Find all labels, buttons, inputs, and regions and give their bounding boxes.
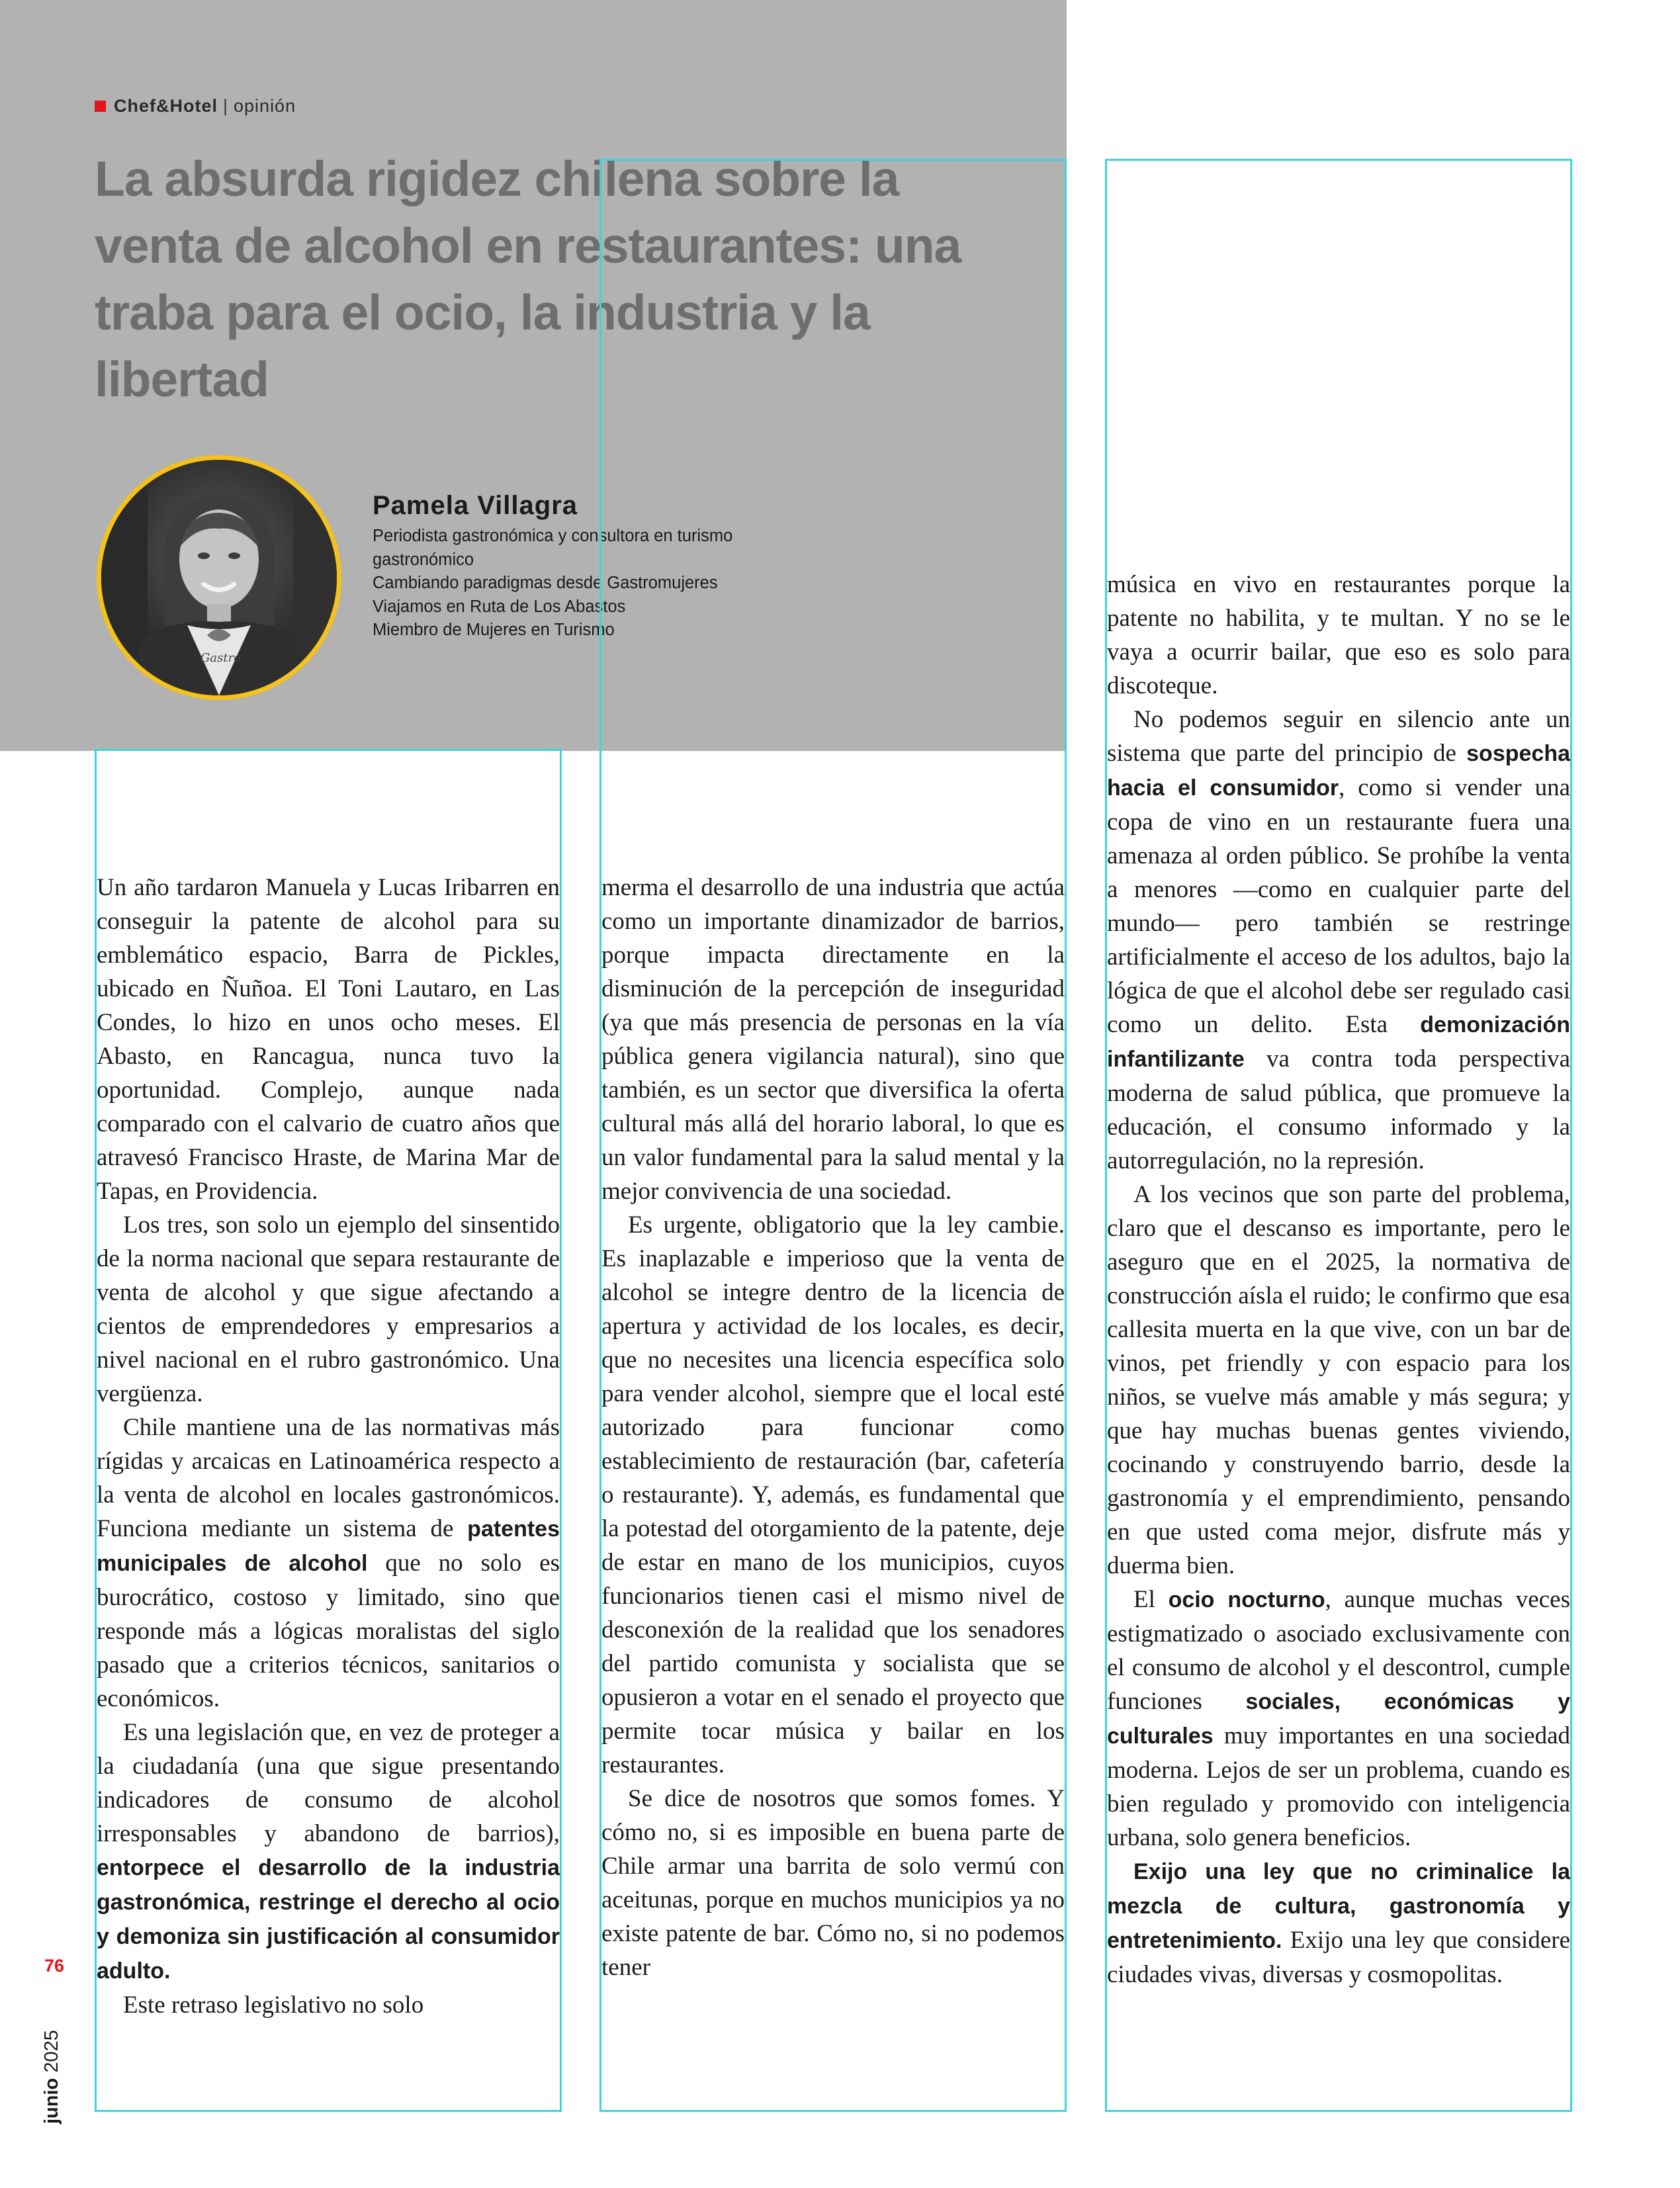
page-number: 76 <box>44 1956 65 1976</box>
issue-month: junio <box>41 2078 62 2124</box>
body-text: música en vivo en restaurantes porque la patente no habilita, y te multan. Y no se le vaya a ocurrir bailar, que eso es solo para discoteque. <box>1107 571 1570 699</box>
body-text: muy importantes en una sociedad moderna. Lejos de ser un problema, cuando es bien regulado y promovido con inteligencia urbana, solo genera beneficios. <box>1107 1722 1570 1851</box>
section-separator: | <box>223 96 229 116</box>
body-text: merma el desarrollo de una industria que actúa como un importante dinamizador de barrios, porque impacta directamente en la disminución de la percepción de inseguridad (ya que más presencia de personas en la vía pública genera vigilancia natural), sino que también, es un sector que diversifica la oferta cultural más allá del horario laboral, lo que es un valor fundamental para la salud mental y la mejor convivencia de una sociedad. <box>601 874 1065 1205</box>
author-bio-line: Viajamos en Ruta de Los Abastos <box>373 597 626 616</box>
author-photo <box>97 455 341 700</box>
article-headline: La absurda rigidez chilena sobre la venta de alcohol en restaurantes: una traba para el ocio, la industria y la libertad <box>95 151 961 407</box>
emphasis-text: demonización infantilizante <box>1107 1012 1570 1072</box>
article-paragraph <box>1107 1583 1570 1855</box>
emphasis-text: sociales, económicas y culturales <box>1107 1689 1570 1749</box>
body-text: Chile mantiene una de las normativas más rígidas y arcaicas en Latinoamérica respecto a la venta de alcohol en locales gastronómicos. Funciona mediante un sistema de <box>97 1414 560 1542</box>
body-text: El <box>1133 1586 1169 1613</box>
body-text: Se dice de nosotros que somos fomes. Y cómo no, si es imposible en buena parte de Chile armar una barrita de solo vermú con aceitunas, porque en muchos municipios ya no existe patente de bar. Cómo no, si no podemos tener <box>601 1785 1065 1981</box>
author-name: Pamela Villagra <box>373 491 578 520</box>
section-tag <box>95 96 296 116</box>
emphasis-text: Exijo una ley que no criminalice la mezcla de cultura, gastronomía y entretenimiento. <box>1107 1859 1570 1953</box>
author-bio-line: Cambiando paradigmas desde Gastromujeres <box>373 574 718 592</box>
emphasis-text: ocio nocturno <box>1168 1587 1325 1612</box>
body-text: va contra toda perspectiva moderna de salud pública, que promueve la educación, el consumo informado y la autorregulación, no la represión. <box>1107 1045 1570 1174</box>
body-text: Es urgente, obligatorio que la ley cambie. Es inaplazable e imperioso que la venta de alcohol se integre dentro de la licencia de apertura y actividad de los locales, es decir, que no necesites una licencia específica solo para vender alcohol, siempre que el local esté autorizado para funcionar como establecimiento de restauración (bar, cafetería o restaurante). Y, además, es fundamental que la potestad del otorgamiento de la patente, deje de estar en mano de los municipios, cuyos funcionarios tienen casi el mismo nivel de desconexión de la realidad que los senadores del partido comunista y socialista que se opusieron a votar en el senado el proyecto que permite tocar música y bailar en los restaurantes. <box>601 1211 1065 1778</box>
article-column-2 <box>601 871 1065 1984</box>
article-paragraph <box>1107 1178 1570 1583</box>
issue-date <box>41 2030 63 2124</box>
emphasis-text: patentes municipales de alcohol <box>97 1516 560 1576</box>
section-category: opinión <box>234 96 296 116</box>
author-bio-line: Periodista gastronómica y consultora en turismo gastronómico <box>373 527 733 569</box>
body-text: Los tres, son solo un ejemplo del sinsentido de la norma nacional que separa restaurante de venta de alcohol y que sigue afectando a cientos de emprendedores y empresarios a nivel nacional en el rubro gastronómico. Una vergüenza. <box>97 1211 560 1407</box>
article-paragraph <box>97 1716 560 1988</box>
article-paragraph <box>97 1411 560 1716</box>
body-text: Este retraso legislativo no solo <box>123 1991 424 2019</box>
body-text: Es una legislación que, en vez de proteger a la ciudadanía (una que sigue presentando indicadores de consumo de alcohol irresponsables y abandono de barrios), <box>97 1719 560 1847</box>
article-paragraph <box>1107 1855 1570 1991</box>
author-bio-line: Miembro de Mujeres en Turismo <box>373 621 615 639</box>
body-text: que no solo es burocrático, costoso y limitado, sino que responde más a lógicas moralistas del siglo pasado que a criterios técnicos, sanitarios o económicos. <box>97 1550 560 1712</box>
section-marker-icon <box>95 101 106 112</box>
article-paragraph <box>97 1988 560 2022</box>
article-paragraph <box>1107 568 1570 703</box>
body-text: , aunque muchas veces estigmatizado o asociado exclusivamente con el consumo de alcohol y el descontrol, cumple funciones <box>1107 1586 1570 1715</box>
issue-year: 2025 <box>41 2030 62 2073</box>
author-portrait-icon <box>101 460 337 695</box>
section-brand: Chef&Hotel <box>114 96 218 116</box>
article-column-1 <box>97 871 560 2022</box>
article-paragraph <box>97 1208 560 1411</box>
body-text: Un año tardaron Manuela y Lucas Iribarren en conseguir la patente de alcohol para su emblemático espacio, Barra de Pickles, ubicado en Ñuñoa. El Toni Lautaro, en Las Condes, lo hizo en unos ocho meses. El Abasto, en Rancagua, nunca tuvo la oportunidad. Complejo, aunque nada comparado con el calvario de cuatro años que atravesó Francisco Hraste, de Marina Mar de Tapas, en Providencia. <box>97 874 560 1205</box>
article-paragraph <box>601 871 1065 1208</box>
article-paragraph <box>97 871 560 1208</box>
emphasis-text: entorpece el desarrollo de la industria gastronómica, restringe el derecho al ocio y demoniza sin justificación al consumidor adulto. <box>97 1855 560 1984</box>
article-column-3 <box>1107 568 1570 1991</box>
svg-text:Gastro: Gastro <box>200 651 242 665</box>
body-text: Exijo una ley que considere ciudades vivas, diversas y cosmopolitas. <box>1107 1927 1570 1988</box>
article-paragraph <box>601 1208 1065 1782</box>
body-text: A los vecinos que son parte del problema, claro que el descanso es importante, pero le aseguro que en el 2025, la normativa de construcción aísla el ruido; le confirmo que esa callesita muerta en la que vive, con un bar de vinos, pet friendly y con espacio para los niños, se vuelve más amable y más segura; y que hay muchas buenas gentes viviendo, cocinando y construyendo barrio, desde la gastronomía y el emprendimiento, pensando en que usted coma mejor, disfrute más y duerma bien. <box>1107 1181 1570 1579</box>
body-text: , como si vender una copa de vino en un restaurante fuera una amenaza al orden público. Se prohíbe la venta a menores —como en cualquier parte del mundo— pero también se restringe artificialmente el acceso de los adultos, bajo la lógica de que el alcohol debe ser regulado casi como un delito. Esta <box>1107 774 1570 1038</box>
emphasis-text: sospecha hacia el consumidor <box>1107 741 1570 801</box>
article-paragraph <box>601 1782 1065 1984</box>
article-paragraph <box>1107 703 1570 1178</box>
body-text: No podemos seguir en silencio ante un sistema que parte del principio de <box>1107 706 1570 767</box>
